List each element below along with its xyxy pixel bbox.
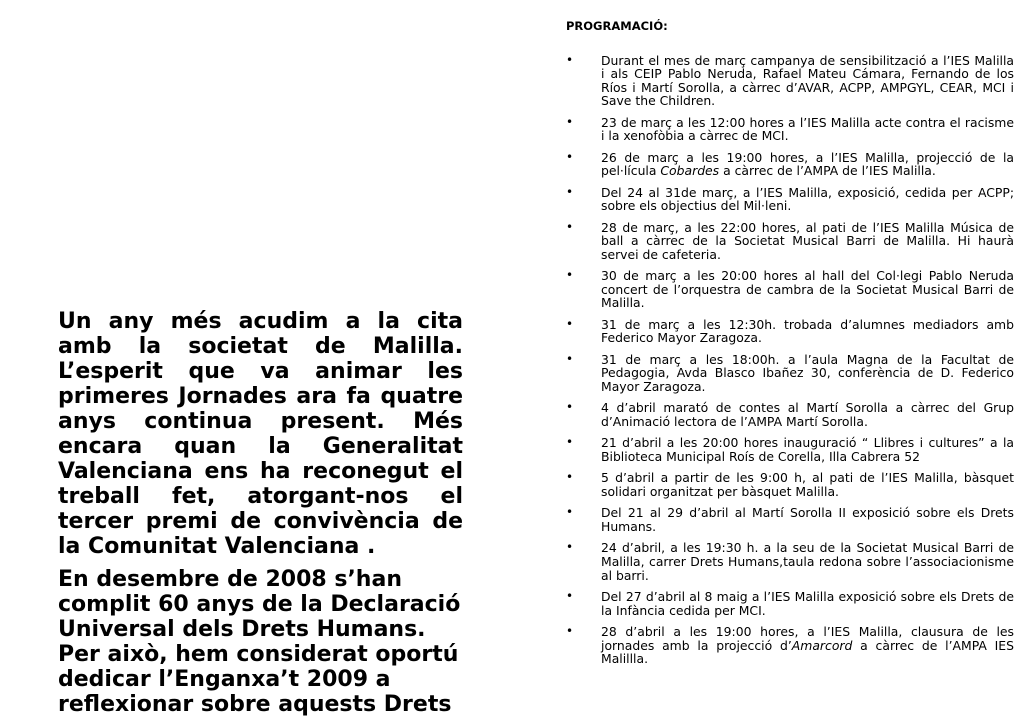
program-item-text (601, 353, 1014, 394)
bullet-icon: • (566, 149, 574, 164)
program-heading: PROGRAMACIÓ: (566, 19, 668, 33)
intro-paragraph-1: Un any més acudim a la cita amb la societat de Malilla. L’esperit que va animar les primeres Jornades ara fa quatre anys continua present. Més encara quan la Generalitat Valenciana ens ha reconegut el treball fet, atorgant-nos el tercer premi de convivència de la Comunitat Valenciana . (58, 309, 463, 559)
program-item-text-part: 26 de març a les 19:00 hores, a l’IES Malilla, projecció de la pel·lícula (601, 149, 1014, 179)
bullet-icon: • (566, 114, 574, 129)
program-item-text-part: Durant el mes de març campanya de sensibilització a l’IES Malilla i als CEIP Pablo Neruda, Rafael Mateu Cámara, Fernando de los Ríos i Martí Sorolla, a càrrec d’AVAR, ACPP, AMPGYL, CEAR, MCI i Save the Children. (601, 52, 1014, 109)
bullet-icon: • (566, 588, 574, 603)
program-item (566, 353, 1014, 394)
program-item-text-part: Del 21 al 29 d’abril al Martí Sorolla II exposició sobre els Drets Humans. (601, 505, 1014, 534)
program-item (566, 221, 1014, 262)
program-item (566, 186, 1014, 213)
program-item-text-part: a càrrec de l’AMPA IES Malillla. (601, 637, 1014, 667)
bullet-icon: • (566, 52, 574, 67)
program-item-text (601, 318, 1014, 345)
bullet-icon: • (566, 435, 574, 450)
bullet-icon: • (566, 184, 574, 199)
program-item-text (601, 221, 1014, 262)
program-item-text-part: 30 de març a les 20:00 hores al hall del Col·legi Pablo Neruda concert de l’orquestra de cambra de la Societat Musical Barri de Malilla. (601, 268, 1014, 311)
program-item-text-part: 23 de març a les 12:00 hores a l’IES Malilla acte contra el racisme i la xenofòbia a càrrec de MCI. (601, 114, 1014, 144)
program-item (566, 116, 1014, 143)
program-item-title: Cobardes (660, 163, 720, 179)
program-section (566, 20, 1014, 674)
program-item-text (601, 116, 1014, 143)
program-item-text-part: 31 de març a les 18:00h. a l’aula Magna de la Facultat de Pedagogia, Avda Blasco Ibañez 30, conferència de D. Federico Mayor Zaragoza. (601, 351, 1014, 395)
program-item-text-part: 28 d’abril a les 19:00 hores, a l’IES Malilla, clausura de les jornades amb la projecció d’ (601, 623, 1014, 653)
bullet-icon: • (566, 219, 574, 234)
bullet-icon: • (566, 505, 574, 520)
program-item (566, 506, 1014, 533)
program-item-text-part: 31 de març a les 12:30h. trobada d’alumnes mediadors amb Federico Mayor Zaragoza. (601, 316, 1014, 346)
program-item-text (601, 590, 1014, 617)
program-item (566, 54, 1014, 108)
program-item-text-part: 4 d’abril marató de contes al Martí Sorolla a càrrec del Grup d’Animació lectora de l’AMPA Martí Sorolla. (601, 400, 1014, 430)
program-item-text-part: 21 d’abril a les 20:00 hores inauguració “ Llibres i cultures” a la Biblioteca Municipal Roís de Corella, Illa Cabrera 52 (601, 435, 1014, 465)
program-item-text (601, 269, 1014, 310)
program-item (566, 541, 1014, 582)
program-item-text-part: 28 de març, a les 22:00 hores, al pati de l’IES Malilla Música de ball a càrrec de la Societat Musical Barri de Malilla. Hi haurà servei de cafeteria. (601, 219, 1014, 262)
intro-paragraph-2: En desembre de 2008 s’han complit 60 anys de la Declaració Universal dels Drets Humans. Per això, hem considerat oportú dedicar l’Enganxa’t 2009 a reflexionar sobre aquests Drets (58, 567, 461, 717)
program-list (566, 54, 1014, 666)
bullet-icon: • (566, 268, 574, 283)
program-item (566, 269, 1014, 310)
program-item-text-part: 24 d’abril, a les 19:30 h. a la seu de la Societat Musical Barri de Malilla, carrer Drets Humans,taula redona sobre l’associacionisme al barri. (601, 540, 1014, 583)
bullet-icon: • (566, 400, 574, 415)
program-item (566, 625, 1014, 666)
intro-section (58, 309, 463, 725)
program-item (566, 436, 1014, 463)
program-item (566, 590, 1014, 617)
program-item-text-part: Del 24 al 31de març, a l’IES Malilla, exposició, cedida per ACPP; sobre els objectius del Mil·leni. (601, 184, 1014, 214)
program-item-text-part: Del 27 d’abril al 8 maig a l’IES Malilla exposició sobre els Drets de la Infància cedida per MCI. (601, 588, 1014, 618)
program-item-text (601, 401, 1014, 428)
program-item-text (601, 436, 1014, 463)
bullet-icon: • (566, 470, 574, 485)
program-item-text (601, 471, 1014, 498)
program-item-title: Amarcord (791, 637, 853, 653)
program-item-text (601, 54, 1014, 108)
program-item-text-part: 5 d’abril a partir de les 9:00 h, al pati de l’IES Malilla, bàsquet solidari organitzat per bàsquet Malilla. (601, 470, 1014, 499)
bullet-icon: • (566, 351, 574, 366)
program-item-text (601, 151, 1014, 178)
program-item (566, 401, 1014, 428)
program-item-text-part: a càrrec de l’AMPA de l’IES Malilla. (719, 163, 936, 179)
bullet-icon: • (566, 623, 574, 638)
bullet-icon: • (566, 540, 574, 555)
bullet-icon: • (566, 316, 574, 331)
program-item (566, 318, 1014, 345)
program-item (566, 151, 1014, 178)
program-item-text (601, 625, 1014, 666)
program-item-text (601, 186, 1014, 213)
program-item (566, 471, 1014, 498)
program-item-text (601, 506, 1014, 533)
program-item-text (601, 541, 1014, 582)
